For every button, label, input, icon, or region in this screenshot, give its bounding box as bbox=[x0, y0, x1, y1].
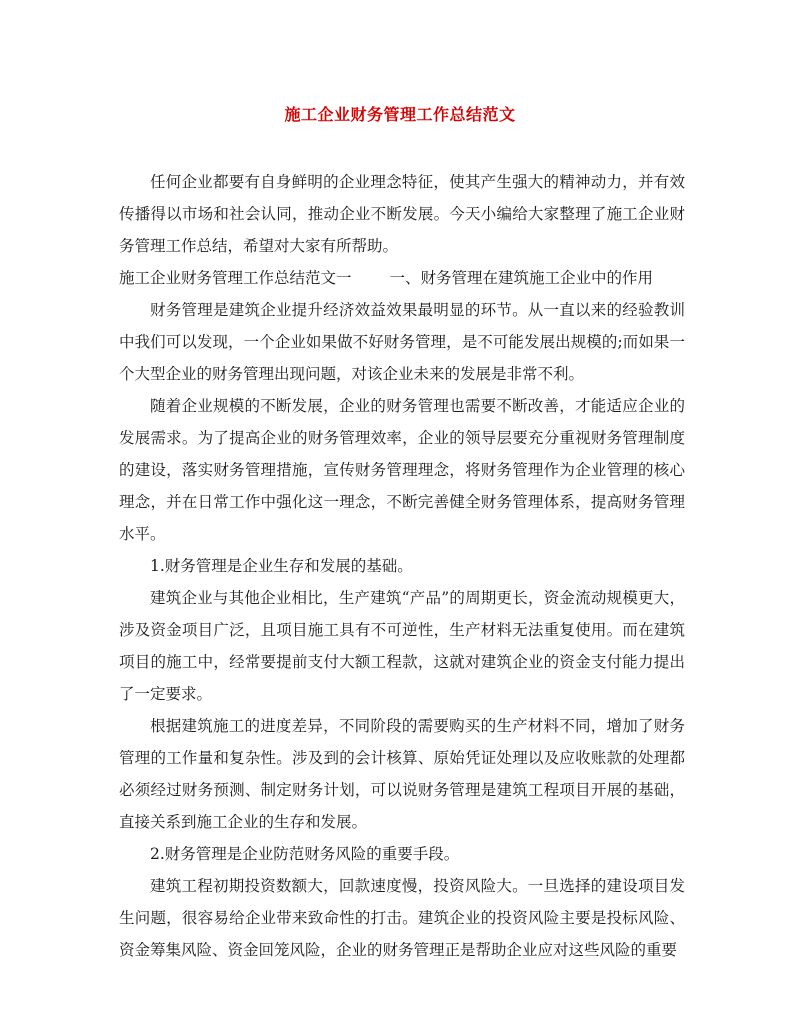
subheading-line bbox=[119, 262, 685, 294]
document-body bbox=[119, 166, 685, 966]
subheading-left: 施工企业财务管理工作总结范文一 bbox=[119, 269, 352, 287]
numbered-heading: 2.财务管理是企业防范财务风险的重要手段。 bbox=[150, 845, 460, 863]
document-title: 施工企业财务管理工作总结范文 bbox=[284, 105, 516, 124]
body-paragraph: 根据建筑施工的进度差异，不同阶段的需要购买的生产材料不同，增加了财务管理的工作量和复杂性。涉及到的会计核算、原始凭证处理以及应收账款的处理都必须经过财务预测、制定财务计划，可以说财务管理是建筑工程项目开展的基础，直接关系到施工企业的生存和发展。 bbox=[119, 717, 685, 831]
body-paragraph: 建筑企业与其他企业相比，生产建筑“产品”的周期更长，资金流动规模更大，涉及资金项目广泛，且项目施工具有不可逆性，生产材料无法重复使用。而在建筑项目的施工中，经常要提前支付大额工程款，这就对建筑企业的资金支付能力提出了一定要求。 bbox=[119, 589, 685, 703]
intro-paragraph: 任何企业都要有自身鲜明的企业理念特征，使其产生强大的精神动力，并有效传播得以市场和社会认同，推动企业不断发展。今天小编给大家整理了施工企业财务管理工作总结，希望对大家有所帮助。 bbox=[119, 173, 685, 255]
body-paragraph: 随着企业规模的不断发展，企业的财务管理也需要不断改善，才能适应企业的发展需求。为了提高企业的财务管理效率，企业的领导层要充分重视财务管理制度的建设，落实财务管理措施，宣传财务管理理念，将财务管理作为企业管理的核心理念，并在日常工作中强化这一理念，不断完善健全财务管理体系，提高财务管理水平。 bbox=[119, 397, 685, 543]
subheading-right: 一、财务管理在建筑施工企业中的作用 bbox=[389, 269, 654, 287]
body-paragraph: 建筑工程初期投资数额大，回款速度慢，投资风险大。一旦选择的建设项目发生问题，很容易给企业带来致命性的打击。建筑企业的投资风险主要是投标风险、资金筹集风险、资金回笼风险，企业的财务管理正是帮助企业应对这些风险的重要 bbox=[119, 877, 685, 959]
numbered-heading: 1.财务管理是企业生存和发展的基础。 bbox=[150, 557, 413, 575]
body-paragraph: 财务管理是建筑企业提升经济效益效果最明显的环节。从一直以来的经验教训中我们可以发现，一个企业如果做不好财务管理，是不可能发展出规模的;而如果一个大型企业的财务管理出现问题，对该企业未来的发展是非常不利。 bbox=[119, 301, 685, 383]
